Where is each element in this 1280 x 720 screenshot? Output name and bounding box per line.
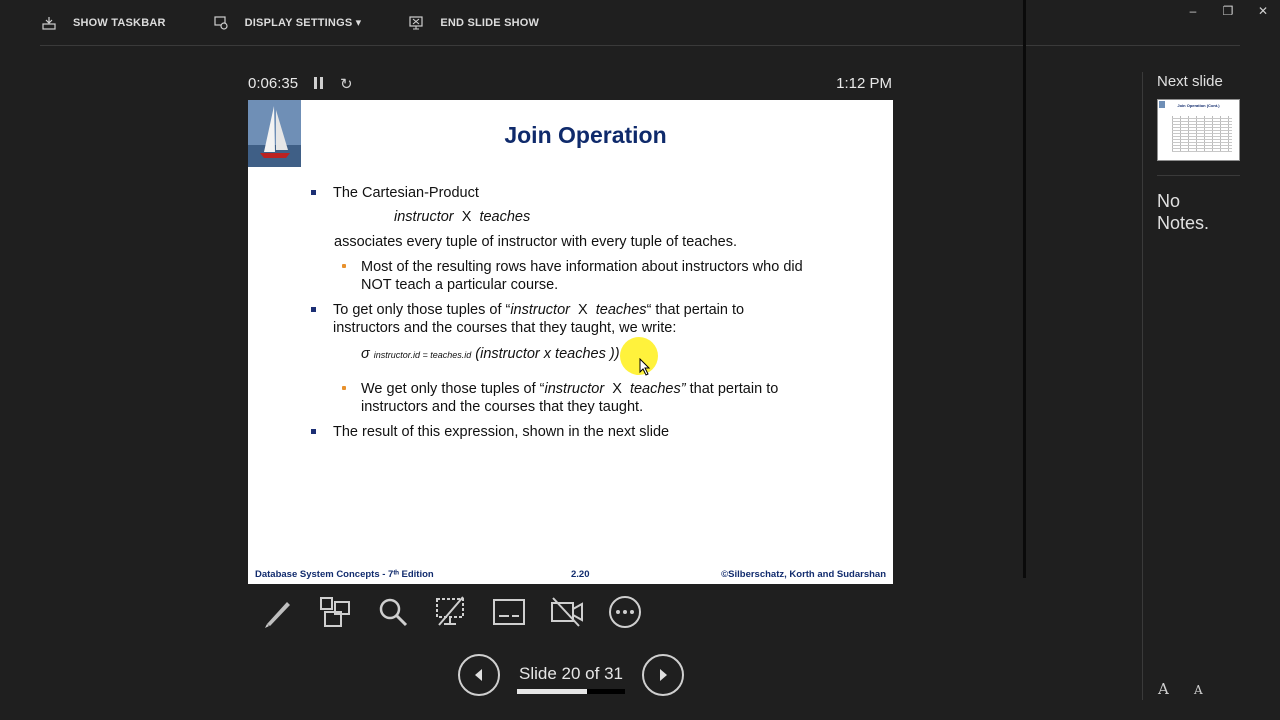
sub-bullet-marker: [342, 264, 346, 268]
sigma-symbol: σ: [361, 346, 370, 362]
footer-left: Database System Concepts - 7ᵗʰ Edition: [255, 569, 434, 580]
expression-line: [394, 208, 530, 226]
slide-progress-fill: [517, 689, 587, 694]
sub-bullet-text: Most of the resulting rows have information about instructors who did: [361, 259, 803, 275]
sigma-argument: (instructor x teaches )): [475, 346, 620, 362]
thumb-table: [1172, 116, 1232, 152]
current-slide[interactable]: [248, 100, 893, 584]
close-button[interactable]: ✕: [1257, 4, 1269, 18]
show-taskbar-label: SHOW TASKBAR: [73, 16, 166, 29]
bullet-text: [333, 301, 744, 319]
display-settings-icon: [212, 14, 230, 32]
subtitles-button[interactable]: [480, 592, 538, 632]
next-slide-label: Next slide: [1157, 73, 1223, 90]
separator: [1157, 175, 1240, 176]
subtitles-icon: [491, 594, 527, 630]
text-run: instructor: [510, 302, 570, 318]
next-arrow-icon: [656, 668, 670, 682]
zoom-button[interactable]: [364, 592, 422, 632]
notes-divider: [1142, 72, 1143, 700]
restart-timer-icon[interactable]: ↻: [340, 76, 353, 93]
text-run: teaches: [595, 302, 647, 318]
sigma-subscript: instructor.id = teaches.id: [373, 350, 472, 360]
elapsed-timer: 0:06:35: [248, 75, 299, 92]
decrease-font-icon[interactable]: A: [1194, 683, 1203, 697]
display-settings-label: DISPLAY SETTINGS ▾: [244, 17, 362, 29]
expr-instructor: instructor: [394, 209, 454, 225]
show-taskbar-button[interactable]: [40, 14, 166, 32]
thumb-title: Join Operation (Cont.): [1177, 103, 1220, 108]
sub-bullet-text: instructors and the courses that they taught.: [361, 399, 644, 415]
slide-indicator[interactable]: Slide 20 of 31: [519, 664, 623, 683]
text-run: that pertain to: [689, 381, 779, 397]
next-slide-button[interactable]: [642, 654, 684, 696]
bullet-marker: [311, 307, 316, 312]
pane-divider[interactable]: [1023, 0, 1026, 578]
text-run: teaches”: [629, 381, 686, 397]
black-screen-icon: [433, 594, 469, 630]
taskbar-icon: [40, 14, 58, 32]
more-options-icon: [607, 594, 643, 630]
previous-slide-button[interactable]: [458, 654, 500, 696]
end-show-icon: [407, 14, 425, 32]
bullet-text: The result of this expression, shown in the next slide: [333, 424, 670, 440]
zoom-icon: [375, 594, 411, 630]
sub-bullet-text: [361, 380, 778, 398]
see-all-slides-icon: [317, 594, 353, 630]
pen-button[interactable]: [248, 592, 306, 632]
next-slide-thumbnail[interactable]: [1157, 99, 1240, 161]
text-run: We get only those tuples of “: [361, 381, 545, 397]
selection-expression: [361, 345, 620, 364]
text-run: To get only those tuples of “: [333, 302, 511, 318]
mouse-cursor-icon: [639, 358, 651, 376]
camera-button[interactable]: [538, 592, 596, 632]
restore-button[interactable]: ❐: [1222, 4, 1234, 18]
camera-off-icon: [549, 594, 585, 630]
text-run: “ that pertain to: [646, 302, 745, 318]
minimize-button[interactable]: –: [1189, 4, 1197, 18]
expr-cross: X: [461, 209, 472, 225]
text-run: X: [612, 381, 622, 397]
see-all-slides-button[interactable]: [306, 592, 364, 632]
speaker-notes: No Notes.: [1157, 191, 1210, 233]
more-options-button[interactable]: [596, 592, 654, 632]
bullet-text: The Cartesian-Product: [333, 185, 479, 201]
display-settings-button[interactable]: [212, 14, 362, 32]
sub-bullet-marker: [342, 386, 346, 390]
bullet-marker: [311, 190, 316, 195]
sailboat-logo: [248, 100, 301, 167]
previous-arrow-icon: [472, 668, 486, 682]
pen-icon: [259, 594, 295, 630]
increase-font-icon[interactable]: A: [1158, 680, 1169, 698]
presenter-toolbar: [40, 0, 1240, 46]
footer-right: ©Silberschatz, Korth and Sudarshan: [721, 569, 886, 580]
pause-timer-icon[interactable]: [313, 77, 325, 89]
slide-number: 2.20: [571, 569, 590, 580]
clock: 1:12 PM: [836, 75, 892, 92]
bullet-marker: [311, 429, 316, 434]
text-run: X: [578, 302, 588, 318]
sub-bullet-text: NOT teach a particular course.: [361, 277, 559, 293]
bullet-text: instructors and the courses that they taught, we write:: [333, 320, 677, 336]
slide-title: Join Operation: [504, 122, 667, 148]
expr-teaches: teaches: [479, 209, 531, 225]
end-slide-show-button[interactable]: [407, 14, 539, 32]
body-text: associates every tuple of instructor with every tuple of teaches.: [334, 234, 737, 250]
slide-tools: [248, 592, 654, 632]
slide-progress-bar: [517, 689, 625, 694]
end-slide-show-label: END SLIDE SHOW: [440, 16, 540, 29]
text-run: instructor: [544, 381, 605, 397]
black-screen-button[interactable]: [422, 592, 480, 632]
